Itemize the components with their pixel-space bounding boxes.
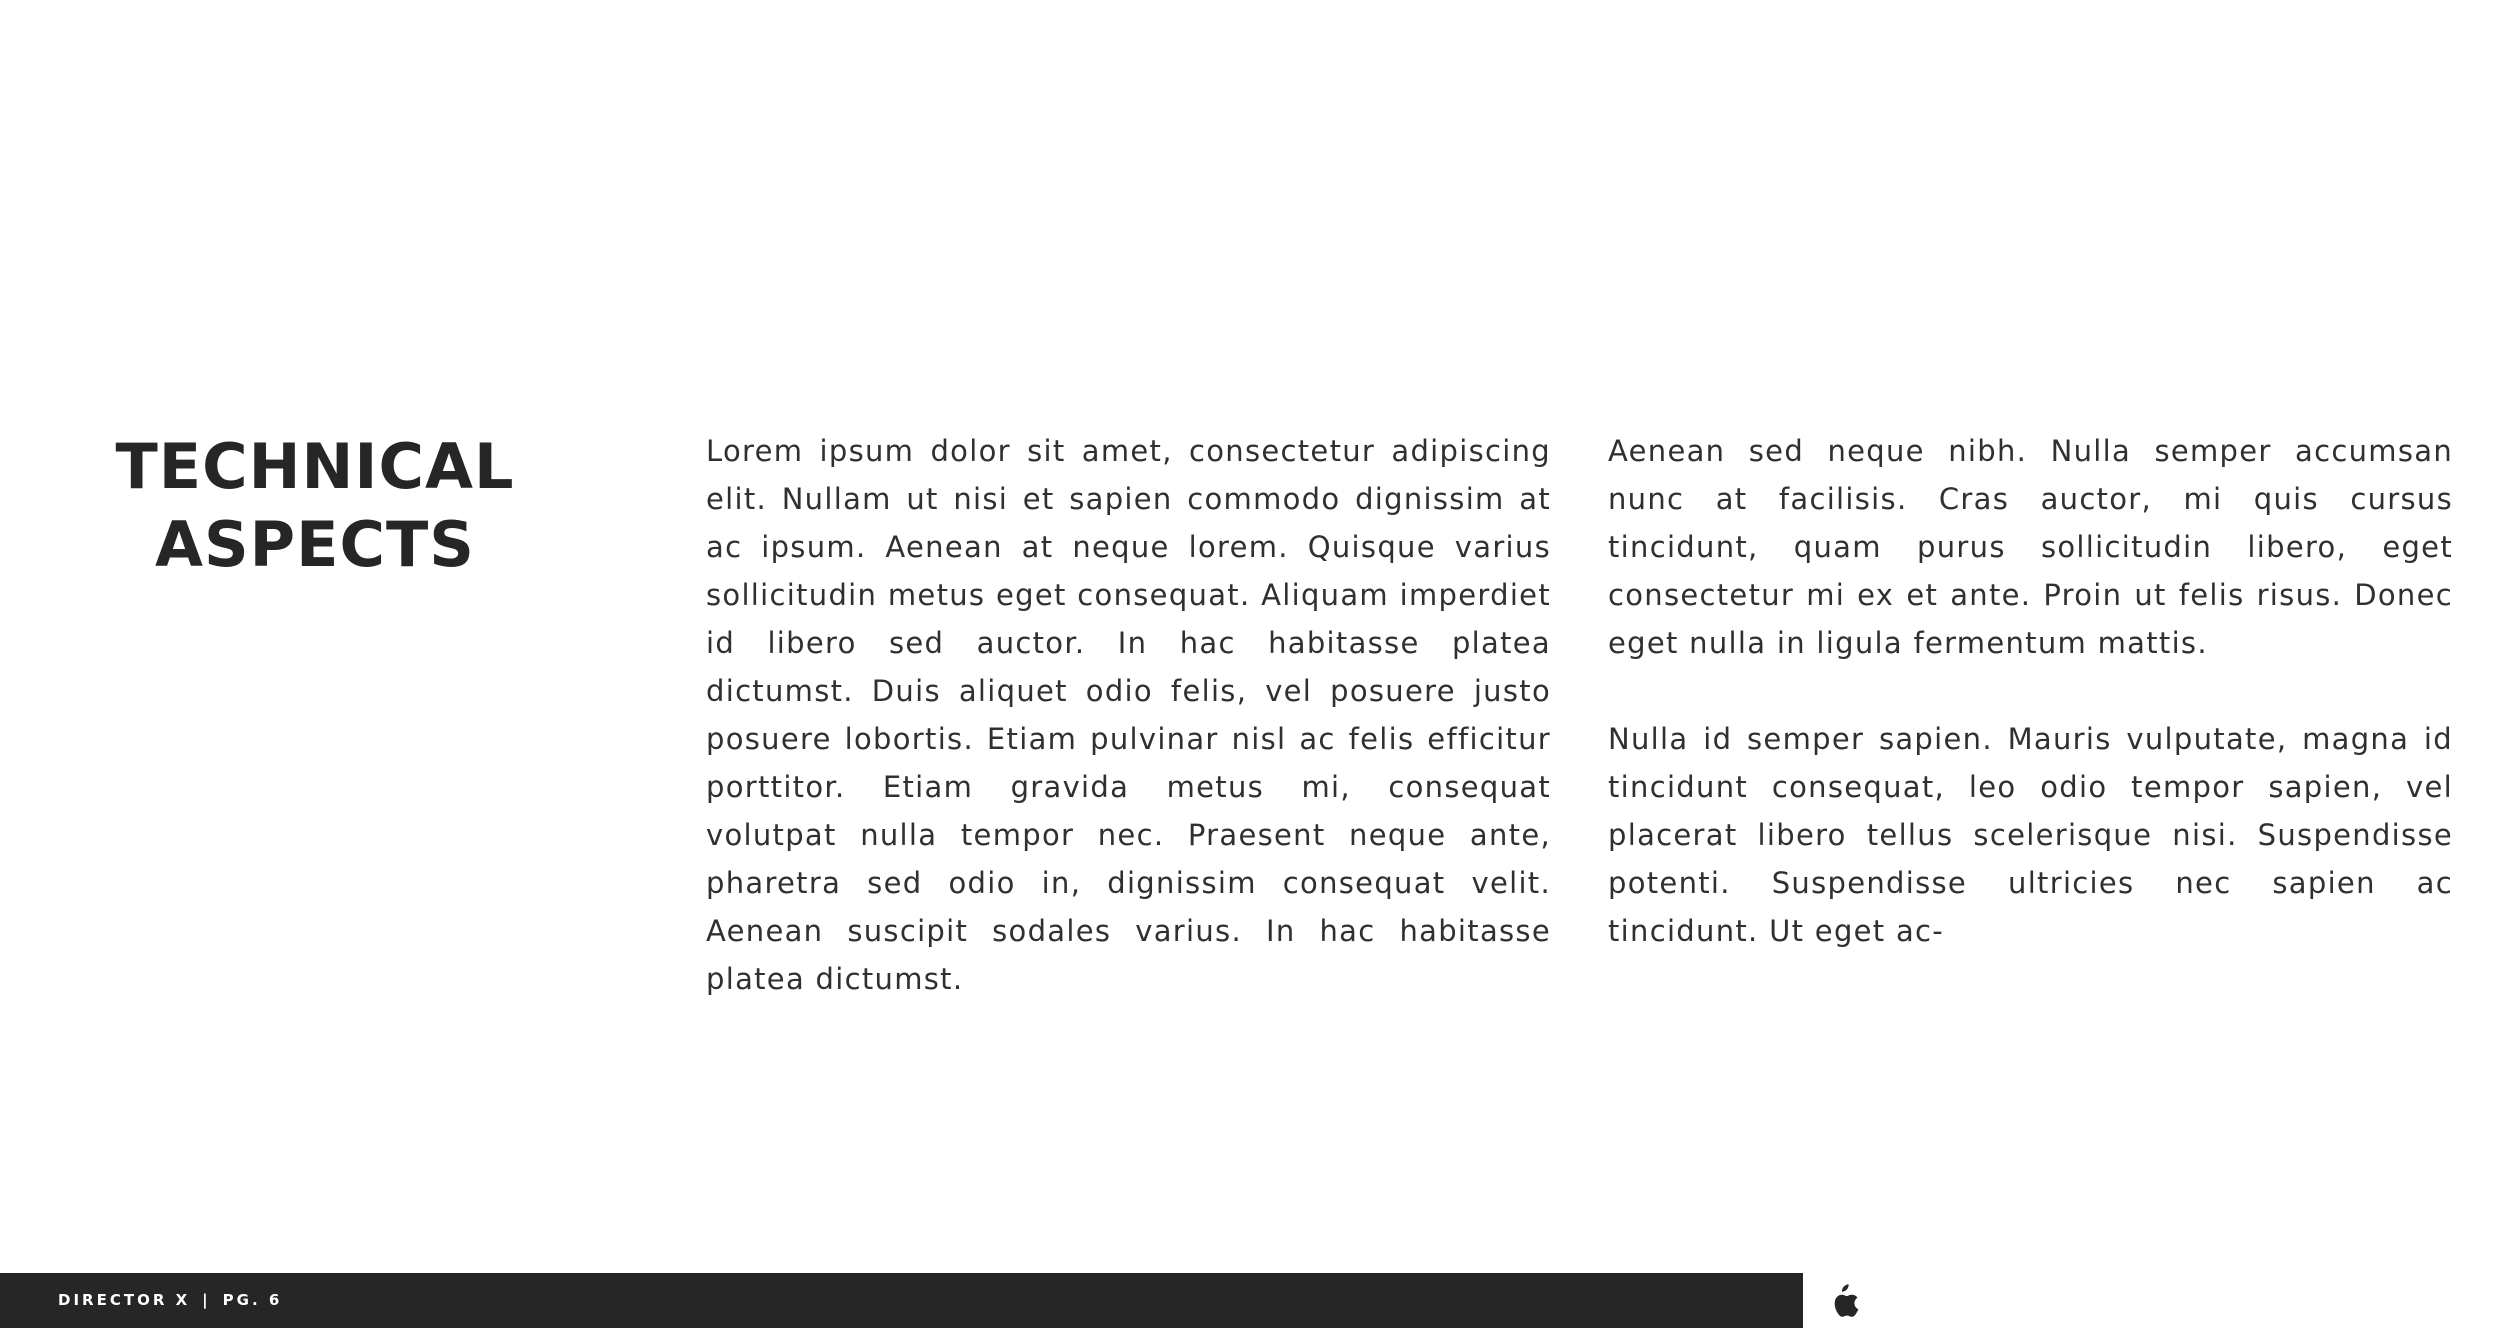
footer-bar	[0, 1273, 1803, 1328]
body-column-left	[706, 427, 1551, 1003]
body-paragraph: Nulla id semper sapien. Mauris vulputate, magna id tincidunt consequat, leo odio tempor sapien, vel placerat libero tellus scelerisque nisi. Suspendisse potenti. Suspendisse ultricies nec sapien ac tincidunt. Ut eget ac-	[1608, 722, 2453, 948]
footer-document-label: DIRECTOR X	[58, 1291, 191, 1309]
body-paragraph: Aenean sed neque nibh. Nulla semper accumsan nunc at facilisis. Cras auctor, mi quis cursus tincidunt, quam purus sollicitudin libero, eget consectetur mi ex et ante. Proin ut felis risus. Donec eget nulla in ligula fermentum mattis.	[1608, 434, 2453, 660]
section-title	[90, 428, 540, 584]
section-title-line-2: ASPECTS	[155, 508, 475, 581]
footer-label	[58, 1273, 282, 1328]
footer-separator: |	[202, 1291, 211, 1309]
section-title-line-1: TECHNICAL	[115, 430, 515, 503]
apple-logo-icon	[1826, 1282, 1860, 1322]
body-paragraph: Lorem ipsum dolor sit amet, consectetur adipiscing elit. Nullam ut nisi et sapien commodo dignissim at ac ipsum. Aenean at neque lorem. Quisque varius sollicitudin metus eget consequat. Aliquam imperdiet id libero sed auctor. In hac habitasse platea dictumst. Duis aliquet odio felis, vel posuere justo posuere lobortis. Etiam pulvinar nisl ac felis efficitur porttitor. Etiam gravida metus mi, consequat volutpat nulla tempor nec. Praesent neque ante, pharetra sed odio in, dignissim consequat velit. Aenean suscipit sodales varius. In hac habitasse platea dictumst.	[706, 434, 1551, 996]
footer-page-number: PG. 6	[222, 1291, 283, 1309]
body-column-right	[1608, 427, 2453, 955]
